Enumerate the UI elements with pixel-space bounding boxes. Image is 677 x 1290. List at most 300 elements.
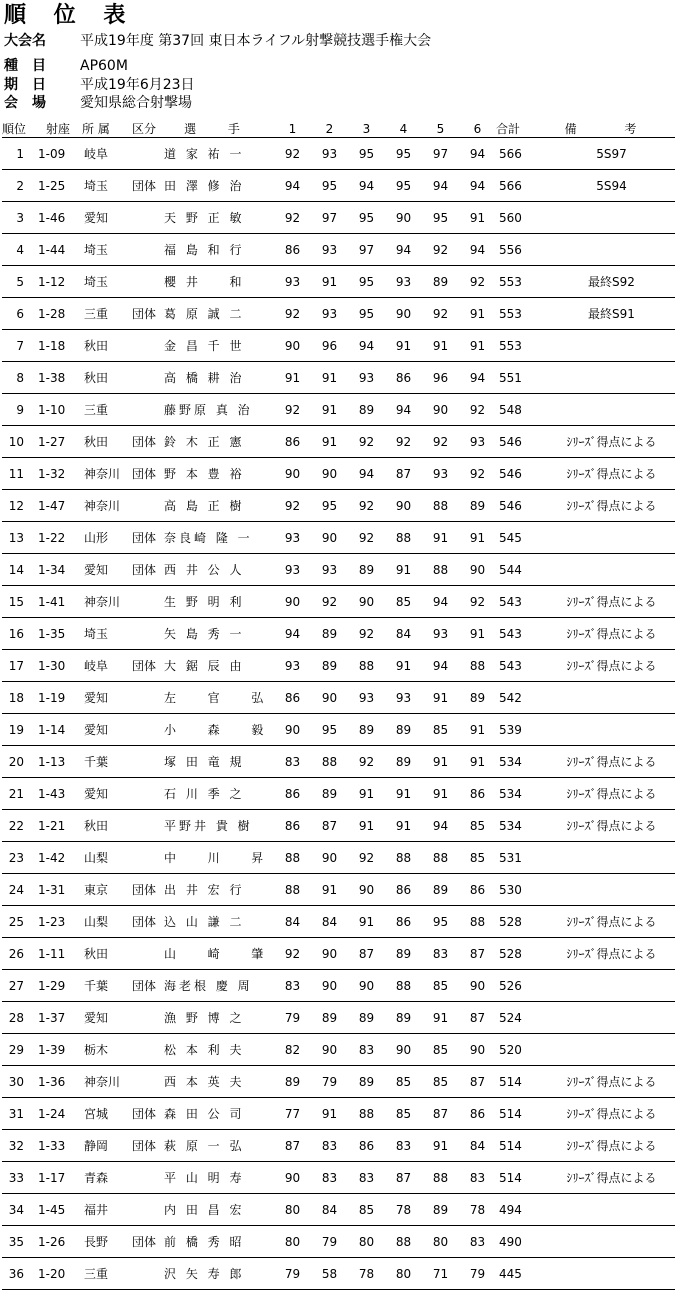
cell-series-6: 92 — [459, 266, 496, 298]
table-row — [2, 682, 675, 714]
cell-remarks — [548, 970, 675, 1002]
cell-series-4: 85 — [385, 1098, 422, 1130]
cell-remarks: ｼﾘｰｽﾞ得点による — [548, 938, 675, 970]
cell-series-6: 91 — [459, 746, 496, 778]
cell-remarks: 最終S92 — [548, 266, 675, 298]
cell-total: 553 — [496, 266, 548, 298]
table-row — [2, 650, 675, 682]
cell-seat: 1-12 — [34, 266, 82, 298]
cell-series-3: 89 — [348, 714, 385, 746]
cell-series-6: 91 — [459, 298, 496, 330]
cell-series-5: 91 — [422, 522, 459, 554]
cell-affiliation: 埼玉 — [82, 266, 132, 298]
cell-total: 514 — [496, 1162, 548, 1194]
cell-affiliation: 長野 — [82, 1226, 132, 1258]
cell-athlete: 高 橋 耕 治 — [164, 362, 274, 394]
table-row — [2, 874, 675, 906]
page-title: 順 位 表 — [4, 3, 136, 28]
cell-series-6: 86 — [459, 874, 496, 906]
cell-series-1: 86 — [274, 778, 311, 810]
cell-series-5: 94 — [422, 586, 459, 618]
cell-remarks: ｼﾘｰｽﾞ得点による — [548, 746, 675, 778]
cell-affiliation: 千葉 — [82, 970, 132, 1002]
cell-affiliation: 秋田 — [82, 426, 132, 458]
cell-affiliation: 三重 — [82, 1258, 132, 1290]
cell-seat: 1-35 — [34, 618, 82, 650]
cell-series-1: 93 — [274, 650, 311, 682]
cell-series-1: 87 — [274, 1130, 311, 1162]
cell-series-5: 71 — [422, 1258, 459, 1290]
cell-series-6: 86 — [459, 778, 496, 810]
cell-rank: 33 — [2, 1162, 34, 1194]
cell-series-3: 85 — [348, 1194, 385, 1226]
cell-remarks: 5S94 — [548, 170, 675, 202]
cell-seat: 1-28 — [34, 298, 82, 330]
cell-remarks: ｼﾘｰｽﾞ得点による — [548, 1162, 675, 1194]
cell-affiliation: 山形 — [82, 522, 132, 554]
cell-series-6: 87 — [459, 1066, 496, 1098]
cell-athlete: 松 本 利 夫 — [164, 1034, 274, 1066]
cell-series-3: 95 — [348, 298, 385, 330]
cell-affiliation: 山梨 — [82, 842, 132, 874]
cell-rank: 2 — [2, 170, 34, 202]
cell-athlete: 櫻 井 和 — [164, 266, 274, 298]
cell-series-1: 86 — [274, 234, 311, 266]
cell-affiliation: 宮城 — [82, 1098, 132, 1130]
cell-seat: 1-22 — [34, 522, 82, 554]
cell-affiliation: 埼玉 — [82, 234, 132, 266]
cell-series-3: 95 — [348, 266, 385, 298]
cell-affiliation: 東京 — [82, 874, 132, 906]
cell-series-6: 92 — [459, 458, 496, 490]
cell-athlete: 森 田 公 司 — [164, 1098, 274, 1130]
cell-division: 団体 — [132, 458, 164, 490]
cell-athlete: 平野井 貴 樹 — [164, 810, 274, 842]
cell-series-3: 91 — [348, 810, 385, 842]
cell-series-4: 90 — [385, 1034, 422, 1066]
cell-remarks — [548, 202, 675, 234]
cell-series-1: 80 — [274, 1194, 311, 1226]
cell-series-5: 83 — [422, 938, 459, 970]
cell-rank: 29 — [2, 1034, 34, 1066]
cell-rank: 17 — [2, 650, 34, 682]
cell-total: 528 — [496, 938, 548, 970]
cell-rank: 1 — [2, 138, 34, 170]
cell-series-4: 86 — [385, 906, 422, 938]
cell-series-6: 89 — [459, 682, 496, 714]
cell-series-1: 88 — [274, 874, 311, 906]
cell-athlete: 鈴 木 正 憲 — [164, 426, 274, 458]
cell-series-4: 95 — [385, 170, 422, 202]
table-row — [2, 138, 675, 170]
cell-series-2: 90 — [311, 1034, 348, 1066]
cell-athlete: 込 山 謙 二 — [164, 906, 274, 938]
cell-series-5: 85 — [422, 714, 459, 746]
cell-series-1: 92 — [274, 394, 311, 426]
cell-affiliation: 秋田 — [82, 938, 132, 970]
cell-series-6: 83 — [459, 1226, 496, 1258]
cell-series-5: 88 — [422, 554, 459, 586]
cell-series-2: 91 — [311, 874, 348, 906]
cell-affiliation: 愛知 — [82, 1002, 132, 1034]
cell-series-3: 95 — [348, 138, 385, 170]
cell-series-3: 90 — [348, 970, 385, 1002]
cell-total: 514 — [496, 1098, 548, 1130]
cell-series-3: 94 — [348, 170, 385, 202]
cell-remarks — [548, 330, 675, 362]
cell-remarks: 5S97 — [548, 138, 675, 170]
cell-seat: 1-09 — [34, 138, 82, 170]
cell-series-2: 97 — [311, 202, 348, 234]
cell-series-5: 89 — [422, 1194, 459, 1226]
cell-remarks — [548, 362, 675, 394]
cell-division — [132, 330, 164, 362]
cell-series-2: 93 — [311, 138, 348, 170]
cell-series-1: 79 — [274, 1258, 311, 1290]
cell-series-3: 92 — [348, 490, 385, 522]
table-row — [2, 1258, 675, 1290]
cell-series-5: 91 — [422, 746, 459, 778]
cell-series-2: 90 — [311, 522, 348, 554]
cell-affiliation: 神奈川 — [82, 586, 132, 618]
cell-total: 445 — [496, 1258, 548, 1290]
cell-total: 566 — [496, 170, 548, 202]
cell-rank: 19 — [2, 714, 34, 746]
table-row — [2, 1002, 675, 1034]
cell-athlete: 田 澤 修 治 — [164, 170, 274, 202]
cell-series-6: 84 — [459, 1130, 496, 1162]
cell-rank: 18 — [2, 682, 34, 714]
cell-series-1: 93 — [274, 554, 311, 586]
cell-series-4: 78 — [385, 1194, 422, 1226]
cell-athlete: 左 官 弘 — [164, 682, 274, 714]
cell-series-3: 94 — [348, 330, 385, 362]
cell-series-3: 92 — [348, 618, 385, 650]
cell-series-2: 87 — [311, 810, 348, 842]
cell-series-5: 96 — [422, 362, 459, 394]
cell-series-4: 88 — [385, 522, 422, 554]
cell-athlete: 葛 原 誠 二 — [164, 298, 274, 330]
cell-rank: 26 — [2, 938, 34, 970]
cell-series-4: 90 — [385, 298, 422, 330]
cell-series-5: 91 — [422, 1002, 459, 1034]
cell-series-1: 93 — [274, 522, 311, 554]
cell-series-2: 92 — [311, 586, 348, 618]
cell-series-6: 90 — [459, 970, 496, 1002]
cell-athlete: 沢 矢 寿 郎 — [164, 1258, 274, 1290]
cell-series-1: 84 — [274, 906, 311, 938]
cell-total: 534 — [496, 746, 548, 778]
cell-series-5: 88 — [422, 1162, 459, 1194]
cell-series-1: 88 — [274, 842, 311, 874]
table-row — [2, 810, 675, 842]
cell-remarks — [548, 1226, 675, 1258]
cell-rank: 34 — [2, 1194, 34, 1226]
cell-series-2: 83 — [311, 1162, 348, 1194]
cell-series-5: 95 — [422, 202, 459, 234]
cell-seat: 1-10 — [34, 394, 82, 426]
cell-total: 494 — [496, 1194, 548, 1226]
cell-series-5: 89 — [422, 266, 459, 298]
cell-series-6: 90 — [459, 554, 496, 586]
header-remarks: 備 考 — [548, 120, 675, 138]
cell-series-4: 91 — [385, 810, 422, 842]
cell-series-6: 88 — [459, 650, 496, 682]
cell-series-4: 87 — [385, 1162, 422, 1194]
cell-athlete: 福 島 和 行 — [164, 234, 274, 266]
cell-series-2: 91 — [311, 394, 348, 426]
cell-rank: 6 — [2, 298, 34, 330]
cell-total: 539 — [496, 714, 548, 746]
cell-series-6: 90 — [459, 1034, 496, 1066]
table-row — [2, 522, 675, 554]
cell-seat: 1-45 — [34, 1194, 82, 1226]
cell-division: 団体 — [132, 554, 164, 586]
cell-series-2: 91 — [311, 266, 348, 298]
cell-total: 545 — [496, 522, 548, 554]
cell-rank: 11 — [2, 458, 34, 490]
cell-rank: 28 — [2, 1002, 34, 1034]
meta-label: 期 日 — [4, 77, 46, 93]
cell-division — [132, 394, 164, 426]
cell-series-4: 93 — [385, 682, 422, 714]
cell-series-6: 94 — [459, 170, 496, 202]
cell-athlete: 中 川 昇 — [164, 842, 274, 874]
cell-total: 556 — [496, 234, 548, 266]
cell-division: 団体 — [132, 170, 164, 202]
cell-series-2: 90 — [311, 682, 348, 714]
meta-label: 種 目 — [4, 58, 46, 74]
cell-series-4: 91 — [385, 330, 422, 362]
cell-series-1: 79 — [274, 1002, 311, 1034]
table-row — [2, 234, 675, 266]
cell-series-1: 86 — [274, 426, 311, 458]
cell-rank: 13 — [2, 522, 34, 554]
cell-seat: 1-23 — [34, 906, 82, 938]
cell-total: 546 — [496, 458, 548, 490]
cell-remarks — [548, 874, 675, 906]
table-row — [2, 906, 675, 938]
cell-division — [132, 1034, 164, 1066]
cell-series-6: 78 — [459, 1194, 496, 1226]
cell-series-6: 94 — [459, 138, 496, 170]
cell-series-3: 92 — [348, 522, 385, 554]
cell-rank: 30 — [2, 1066, 34, 1098]
cell-series-1: 91 — [274, 362, 311, 394]
table-row — [2, 426, 675, 458]
cell-series-2: 58 — [311, 1258, 348, 1290]
cell-series-5: 85 — [422, 1066, 459, 1098]
cell-athlete: 西 本 英 夫 — [164, 1066, 274, 1098]
cell-seat: 1-25 — [34, 170, 82, 202]
cell-series-4: 80 — [385, 1258, 422, 1290]
cell-series-1: 90 — [274, 1162, 311, 1194]
cell-rank: 10 — [2, 426, 34, 458]
cell-series-4: 89 — [385, 938, 422, 970]
table-body — [2, 138, 675, 1290]
cell-remarks — [548, 1002, 675, 1034]
cell-division — [132, 362, 164, 394]
cell-series-1: 92 — [274, 938, 311, 970]
cell-seat: 1-18 — [34, 330, 82, 362]
cell-series-1: 94 — [274, 618, 311, 650]
cell-total: 566 — [496, 138, 548, 170]
cell-seat: 1-14 — [34, 714, 82, 746]
cell-athlete: 大 鋸 辰 由 — [164, 650, 274, 682]
cell-remarks: ｼﾘｰｽﾞ得点による — [548, 426, 675, 458]
cell-series-2: 91 — [311, 426, 348, 458]
cell-series-1: 90 — [274, 586, 311, 618]
cell-division — [132, 938, 164, 970]
cell-athlete: 石 川 季 之 — [164, 778, 274, 810]
cell-series-5: 85 — [422, 970, 459, 1002]
cell-remarks: ｼﾘｰｽﾞ得点による — [548, 1066, 675, 1098]
cell-rank: 32 — [2, 1130, 34, 1162]
header-series-3: 3 — [348, 120, 385, 138]
table-row — [2, 394, 675, 426]
cell-total: 524 — [496, 1002, 548, 1034]
cell-affiliation: 神奈川 — [82, 458, 132, 490]
cell-division — [132, 1002, 164, 1034]
cell-affiliation: 岐阜 — [82, 138, 132, 170]
cell-seat: 1-26 — [34, 1226, 82, 1258]
cell-remarks: ｼﾘｰｽﾞ得点による — [548, 458, 675, 490]
cell-series-4: 89 — [385, 1002, 422, 1034]
cell-series-5: 97 — [422, 138, 459, 170]
cell-division: 団体 — [132, 522, 164, 554]
cell-series-3: 93 — [348, 682, 385, 714]
cell-affiliation: 愛知 — [82, 682, 132, 714]
cell-seat: 1-38 — [34, 362, 82, 394]
cell-total: 514 — [496, 1066, 548, 1098]
cell-remarks: ｼﾘｰｽﾞ得点による — [548, 1098, 675, 1130]
header-athlete: 選 手 — [164, 120, 274, 138]
header-series-2: 2 — [311, 120, 348, 138]
cell-series-4: 89 — [385, 714, 422, 746]
cell-rank: 8 — [2, 362, 34, 394]
cell-division — [132, 842, 164, 874]
cell-series-2: 89 — [311, 1002, 348, 1034]
cell-affiliation: 愛知 — [82, 778, 132, 810]
table-row — [2, 490, 675, 522]
cell-athlete: 塚 田 竜 規 — [164, 746, 274, 778]
cell-division — [132, 234, 164, 266]
cell-series-5: 85 — [422, 1034, 459, 1066]
cell-athlete: 平 山 明 寿 — [164, 1162, 274, 1194]
cell-series-5: 80 — [422, 1226, 459, 1258]
cell-series-1: 94 — [274, 170, 311, 202]
cell-affiliation: 岐阜 — [82, 650, 132, 682]
cell-series-5: 95 — [422, 906, 459, 938]
cell-seat: 1-24 — [34, 1098, 82, 1130]
cell-affiliation: 埼玉 — [82, 170, 132, 202]
cell-division — [132, 266, 164, 298]
cell-rank: 35 — [2, 1226, 34, 1258]
cell-series-6: 88 — [459, 906, 496, 938]
cell-series-3: 92 — [348, 842, 385, 874]
cell-total: 514 — [496, 1130, 548, 1162]
cell-rank: 23 — [2, 842, 34, 874]
cell-series-6: 91 — [459, 522, 496, 554]
cell-remarks: ｼﾘｰｽﾞ得点による — [548, 1130, 675, 1162]
cell-series-5: 88 — [422, 490, 459, 522]
cell-series-2: 95 — [311, 714, 348, 746]
cell-series-2: 89 — [311, 618, 348, 650]
cell-athlete: 生 野 明 利 — [164, 586, 274, 618]
cell-series-6: 85 — [459, 842, 496, 874]
cell-rank: 9 — [2, 394, 34, 426]
cell-athlete: 天 野 正 敏 — [164, 202, 274, 234]
cell-total: 490 — [496, 1226, 548, 1258]
cell-division: 団体 — [132, 298, 164, 330]
cell-series-4: 89 — [385, 746, 422, 778]
cell-remarks — [548, 522, 675, 554]
header-seat: 射座 — [34, 120, 82, 138]
cell-series-6: 94 — [459, 234, 496, 266]
cell-rank: 7 — [2, 330, 34, 362]
table-row — [2, 1226, 675, 1258]
table-row — [2, 362, 675, 394]
cell-division: 団体 — [132, 426, 164, 458]
header-series-4: 4 — [385, 120, 422, 138]
meta-label: 会 場 — [4, 95, 46, 111]
cell-series-2: 95 — [311, 170, 348, 202]
header-total: 合計 — [496, 120, 548, 138]
cell-total: 542 — [496, 682, 548, 714]
cell-seat: 1-34 — [34, 554, 82, 586]
cell-total: 543 — [496, 586, 548, 618]
table-row — [2, 170, 675, 202]
cell-remarks: ｼﾘｰｽﾞ得点による — [548, 586, 675, 618]
cell-series-3: 89 — [348, 554, 385, 586]
cell-series-1: 77 — [274, 1098, 311, 1130]
cell-series-2: 79 — [311, 1226, 348, 1258]
cell-division — [132, 138, 164, 170]
cell-series-6: 89 — [459, 490, 496, 522]
cell-affiliation: 三重 — [82, 298, 132, 330]
cell-remarks — [548, 842, 675, 874]
table-row — [2, 778, 675, 810]
cell-total: 548 — [496, 394, 548, 426]
cell-rank: 4 — [2, 234, 34, 266]
cell-affiliation: 福井 — [82, 1194, 132, 1226]
cell-series-6: 91 — [459, 202, 496, 234]
cell-series-2: 93 — [311, 298, 348, 330]
cell-series-2: 89 — [311, 778, 348, 810]
table-row — [2, 1194, 675, 1226]
cell-division: 団体 — [132, 650, 164, 682]
cell-rank: 24 — [2, 874, 34, 906]
cell-series-5: 87 — [422, 1098, 459, 1130]
meta-value: 平成19年6月23日 — [80, 77, 195, 93]
cell-series-3: 83 — [348, 1034, 385, 1066]
cell-seat: 1-46 — [34, 202, 82, 234]
cell-division: 団体 — [132, 970, 164, 1002]
cell-rank: 21 — [2, 778, 34, 810]
cell-seat: 1-37 — [34, 1002, 82, 1034]
cell-remarks — [548, 682, 675, 714]
cell-total: 528 — [496, 906, 548, 938]
cell-division — [132, 810, 164, 842]
table-row — [2, 842, 675, 874]
cell-seat: 1-39 — [34, 1034, 82, 1066]
cell-remarks — [548, 714, 675, 746]
cell-total: 544 — [496, 554, 548, 586]
cell-series-5: 92 — [422, 426, 459, 458]
cell-series-5: 93 — [422, 458, 459, 490]
cell-total: 546 — [496, 490, 548, 522]
cell-division — [132, 202, 164, 234]
